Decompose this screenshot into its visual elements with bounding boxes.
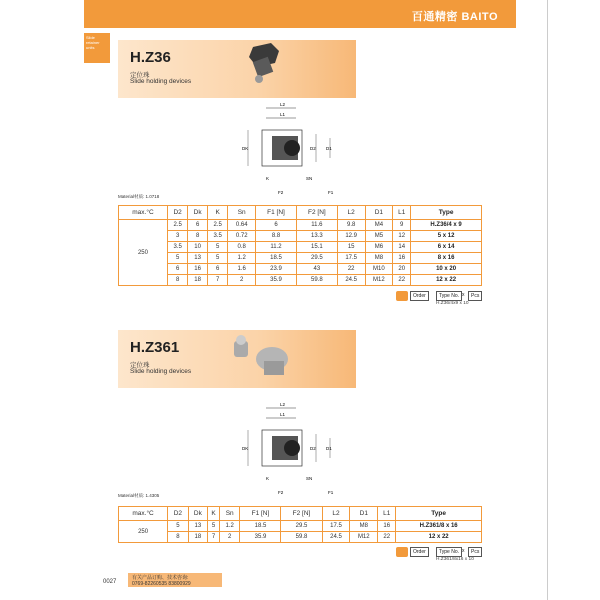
technical-drawing-hz361	[238, 398, 348, 498]
table-header-row	[119, 206, 482, 220]
col-header: K	[207, 206, 227, 220]
pcs-label: Pcs	[468, 547, 482, 557]
table-cell: 24.5	[322, 532, 350, 543]
table-cell: 16	[393, 253, 411, 264]
dim-l2: L2	[280, 402, 286, 407]
order-example: H.Z36/4x9 x 10	[436, 301, 469, 306]
table-cell: M12	[350, 532, 378, 543]
table-cell: 35.9	[256, 275, 297, 286]
table-row	[119, 275, 482, 286]
table-cell: 18.5	[240, 521, 281, 532]
product-photo-hz361	[226, 333, 296, 379]
product-code: H.Z361	[130, 339, 180, 356]
table-cell: 9	[393, 220, 411, 231]
table-cell: 8	[167, 275, 187, 286]
type-cell: 6 x 14	[411, 242, 482, 253]
product-name-en: Slide holding devices	[130, 368, 192, 375]
type-no-label: Type No.	[436, 547, 462, 557]
table-cell: 18	[188, 275, 208, 286]
table-cell: M12	[365, 275, 393, 286]
table-cell: 17.5	[337, 253, 365, 264]
table-cell: 2	[228, 275, 256, 286]
col-header: L2	[337, 206, 365, 220]
table-row	[119, 231, 482, 242]
table-cell: 15.1	[296, 242, 337, 253]
table-cell: 12.9	[337, 231, 365, 242]
table-row	[119, 242, 482, 253]
table-cell: 3	[167, 231, 187, 242]
dim-f2: F2	[278, 490, 284, 495]
footer-phone-numbers: 0769-82260535 83800929	[132, 581, 191, 587]
table-cell: 1.6	[228, 264, 256, 275]
col-header: Sn	[228, 206, 256, 220]
dim-d2: D2	[310, 146, 316, 151]
product-photo-hz36	[245, 43, 285, 85]
table-cell: 5	[167, 253, 187, 264]
col-header: Type	[396, 507, 482, 521]
col-header: Type	[411, 206, 482, 220]
header-bar	[84, 0, 516, 28]
col-header: F1 [N]	[256, 206, 297, 220]
temp-cell: 250	[119, 521, 168, 543]
table-cell: 7	[208, 532, 220, 543]
dim-k: K	[266, 476, 270, 481]
table-cell: 29.5	[296, 253, 337, 264]
table-cell: 8	[168, 532, 188, 543]
table-cell: 1.2	[219, 521, 240, 532]
table-cell: 5	[208, 521, 220, 532]
table-row	[119, 253, 482, 264]
col-header: D1	[365, 206, 393, 220]
table-cell: 13	[188, 253, 208, 264]
product-name-cn: 定位珠	[130, 362, 150, 369]
table-cell: 0.8	[228, 242, 256, 253]
table-cell: 2.5	[167, 220, 187, 231]
col-header: L2	[322, 507, 350, 521]
type-no-label: Type No.	[436, 291, 462, 301]
table-cell: 13	[188, 521, 208, 532]
phone-icon	[396, 547, 408, 557]
dim-dk: DK	[242, 446, 249, 451]
footer-contact-label: 有关产品订购、技术咨询:	[132, 575, 189, 581]
table-cell: M8	[365, 253, 393, 264]
table-cell: 15	[337, 242, 365, 253]
order-example: H.Z361/8x16 x 10	[436, 557, 474, 562]
type-cell: 8 x 16	[411, 253, 482, 264]
order-info-hz36	[396, 291, 486, 309]
product-code: H.Z36	[130, 49, 171, 66]
table-cell: 29.5	[281, 521, 322, 532]
col-header: F1 [N]	[240, 507, 281, 521]
table-cell: 8	[188, 231, 208, 242]
times-sign: x	[462, 292, 465, 298]
type-cell: 12 x 22	[396, 532, 482, 543]
material-note: Material材质: 1.4305	[118, 493, 160, 498]
table-row	[119, 264, 482, 275]
table-cell: 16	[188, 264, 208, 275]
table-cell: 24.5	[337, 275, 365, 286]
order-label: Order	[410, 291, 429, 301]
col-header: F2 [N]	[296, 206, 337, 220]
dim-f1: F1	[328, 190, 334, 195]
table-cell: 0.72	[228, 231, 256, 242]
table-cell: 3.5	[167, 242, 187, 253]
dim-dk: DK	[242, 146, 249, 151]
col-header: Sn	[219, 507, 240, 521]
col-header: Dk	[188, 507, 208, 521]
order-label: Order	[410, 547, 429, 557]
product-name-cn: 定位珠	[130, 72, 150, 79]
table-cell: 14	[393, 242, 411, 253]
table-cell: 22	[337, 264, 365, 275]
col-header: Dk	[188, 206, 208, 220]
table-cell: 8.8	[256, 231, 297, 242]
table-cell: 6	[256, 220, 297, 231]
dim-l1: L1	[280, 112, 286, 117]
col-header: L1	[393, 206, 411, 220]
col-header: D2	[167, 206, 187, 220]
table-cell: 11.2	[256, 242, 297, 253]
dim-d1: D1	[326, 446, 332, 451]
table-cell: 35.9	[240, 532, 281, 543]
table-cell: M4	[365, 220, 393, 231]
table-cell: 2.5	[207, 220, 227, 231]
col-header: K	[208, 507, 220, 521]
table-cell: 9.8	[337, 220, 365, 231]
table-cell: 12	[393, 231, 411, 242]
table-cell: 2	[219, 532, 240, 543]
product-name-en: Slide holding devices	[130, 78, 192, 85]
spec-table-hz36	[118, 205, 482, 286]
table-cell: M5	[365, 231, 393, 242]
table-cell: 23.9	[256, 264, 297, 275]
type-cell: 12 x 22	[411, 275, 482, 286]
table-cell: 0.64	[228, 220, 256, 231]
table-cell: 20	[393, 264, 411, 275]
dim-k: K	[266, 176, 270, 181]
pcs-label: Pcs	[468, 291, 482, 301]
table-cell: 5	[207, 242, 227, 253]
table-cell: M10	[365, 264, 393, 275]
table-row	[119, 220, 482, 231]
table-cell: 59.8	[281, 532, 322, 543]
table-cell: 22	[393, 275, 411, 286]
type-cell: H.Z361/8 x 16	[396, 521, 482, 532]
table-cell: 59.8	[296, 275, 337, 286]
table-cell: 22	[378, 532, 396, 543]
dim-f2: F2	[278, 190, 284, 195]
table-row	[119, 532, 482, 543]
table-cell: 3.5	[207, 231, 227, 242]
brand-logo: 百通精密 BAITO	[411, 11, 498, 23]
order-info-hz361	[396, 547, 486, 565]
table-cell: 18	[188, 532, 208, 543]
table-cell: 7	[207, 275, 227, 286]
col-header: L1	[378, 507, 396, 521]
temp-cell: 250	[119, 220, 168, 286]
table-cell: 16	[378, 521, 396, 532]
col-header: D2	[168, 507, 188, 521]
table-cell: 6	[188, 220, 208, 231]
dim-d1: D1	[326, 146, 332, 151]
table-cell: 13.3	[296, 231, 337, 242]
table-cell: 1.2	[228, 253, 256, 264]
spec-table-hz361	[118, 506, 482, 543]
table-cell: 6	[167, 264, 187, 275]
table-cell: 5	[207, 253, 227, 264]
technical-drawing-hz36	[238, 98, 348, 198]
col-header: max.°C	[119, 206, 168, 220]
dim-f1: F1	[328, 490, 334, 495]
table-cell: 5	[168, 521, 188, 532]
dim-l1: L1	[280, 412, 286, 417]
type-cell: 5 x 12	[411, 231, 482, 242]
table-cell: 10	[188, 242, 208, 253]
dim-d2: D2	[310, 446, 316, 451]
table-cell: 18.5	[256, 253, 297, 264]
table-cell: M6	[365, 242, 393, 253]
col-header: max.°C	[119, 507, 168, 521]
table-header-row	[119, 507, 482, 521]
table-cell: 43	[296, 264, 337, 275]
side-tab: Slide retainer units	[84, 33, 110, 63]
dim-sn: SN	[306, 476, 313, 481]
phone-icon	[396, 291, 408, 301]
col-header: D1	[350, 507, 378, 521]
type-cell: 10 x 20	[411, 264, 482, 275]
page-number: 0027	[103, 579, 117, 585]
table-cell: 6	[207, 264, 227, 275]
times-sign: x	[462, 548, 465, 554]
table-cell: 17.5	[322, 521, 350, 532]
table-cell: M8	[350, 521, 378, 532]
dim-sn: SN	[306, 176, 313, 181]
col-header: F2 [N]	[281, 507, 322, 521]
table-row	[119, 521, 482, 532]
dim-l2: L2	[280, 102, 286, 107]
table-cell: 11.6	[296, 220, 337, 231]
section-header-hz36	[118, 40, 356, 98]
type-cell: H.Z36/4 x 9	[411, 220, 482, 231]
page-edge	[547, 0, 548, 600]
material-note: Material材质: 1.0718	[118, 194, 160, 199]
